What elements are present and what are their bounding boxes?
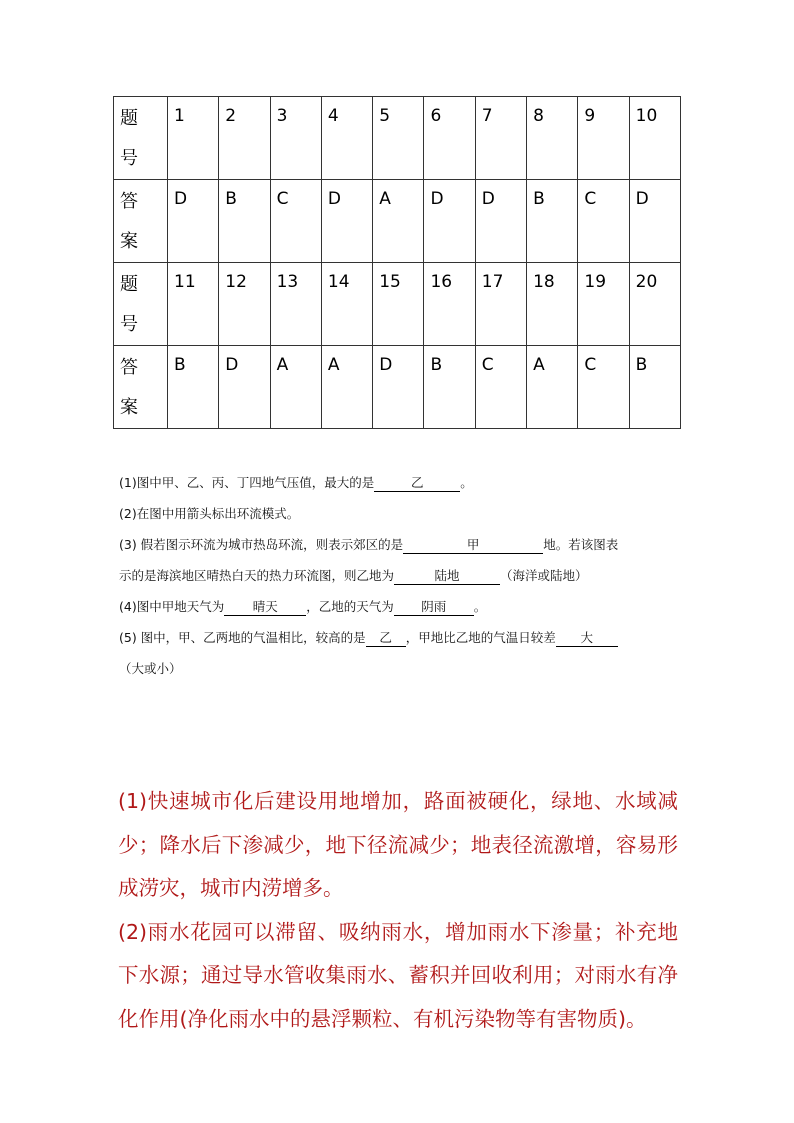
q1-prefix: (1)图中甲、乙、丙、丁四地气压值，最大的是 — [119, 475, 375, 490]
table-cell: 3 — [270, 97, 321, 180]
question-3 — [119, 529, 679, 591]
table-cell: C — [475, 346, 526, 429]
table-cell: 10 — [629, 97, 680, 180]
table-row — [114, 263, 681, 346]
table-cell: A — [527, 346, 578, 429]
q3-prefix: (3) 假若图示环流为城市热岛环流，则表示郊区的是 — [119, 537, 404, 552]
table-cell: 1 — [168, 97, 219, 180]
table-cell: 6 — [424, 97, 475, 180]
q4-prefix: (4)图中甲地天气为 — [119, 599, 225, 614]
row-header-char: 题 — [120, 108, 138, 129]
table-cell: 4 — [321, 97, 372, 180]
questions-section — [119, 467, 679, 684]
row-header — [114, 346, 168, 429]
q1-suffix: 。 — [460, 475, 473, 490]
table-cell: D — [321, 180, 372, 263]
row-header-char: 号 — [120, 314, 138, 335]
row-header-char: 答 — [120, 357, 138, 378]
table-cell: 18 — [527, 263, 578, 346]
table-cell: 2 — [219, 97, 270, 180]
q4-suffix: 。 — [473, 599, 487, 614]
table-cell: D — [475, 180, 526, 263]
table-cell: D — [424, 180, 475, 263]
table-cell: 15 — [373, 263, 424, 346]
table-cell: D — [373, 346, 424, 429]
row-header — [114, 97, 168, 180]
q3-mid-2: 示的是海滨地区晴热白天的热力环流图，则乙地为 — [119, 568, 395, 583]
table-cell: 19 — [578, 263, 629, 346]
table-cell: 17 — [475, 263, 526, 346]
question-1 — [119, 467, 679, 498]
answer-paragraph-1: (1)快速城市化后建设用地增加，路面被硬化，绿地、水域减少；降水后下渗减少，地下径流减少；地表径流激增，容易形成涝灾，城市内涝增多。 — [118, 789, 678, 900]
table-cell: A — [270, 346, 321, 429]
table-cell: B — [527, 180, 578, 263]
q3-suffix: （海洋或陆地） — [500, 568, 588, 583]
q3-mid-1: 地。若该图表 — [543, 537, 619, 552]
q5-suffix: （大或小） — [119, 661, 182, 676]
answer-paragraph-2: (2)雨水花园可以滞留、吸纳雨水，增加雨水下渗量；补充地下水源；通过导水管收集雨水、蓄积并回收利用；对雨水有净化作用(净化雨水中的悬浮颗粒、有机污染物等有害物质)。 — [118, 919, 678, 1031]
table-cell: B — [168, 346, 219, 429]
answer-table — [113, 96, 681, 429]
row-header-char: 案 — [120, 397, 138, 418]
answer-paragraphs — [118, 780, 678, 1041]
row-header-char: 号 — [120, 148, 138, 169]
table-cell: C — [270, 180, 321, 263]
question-4 — [119, 591, 679, 622]
table-cell: A — [373, 180, 424, 263]
question-5 — [119, 622, 679, 684]
question-2 — [119, 498, 679, 529]
table-cell: 11 — [168, 263, 219, 346]
q5-mid: ，甲地比乙地的气温日较差 — [405, 630, 556, 645]
table-cell: 14 — [321, 263, 372, 346]
row-header — [114, 180, 168, 263]
table-cell: D — [168, 180, 219, 263]
table-cell: 9 — [578, 97, 629, 180]
table-cell: B — [629, 346, 680, 429]
table-cell: 20 — [629, 263, 680, 346]
q4-answer-blank-1: 晴天 — [224, 598, 306, 616]
q1-answer-blank: 乙 — [374, 474, 460, 492]
q2-text: (2)在图中用箭头标出环流模式。 — [119, 506, 300, 521]
table-cell: C — [578, 346, 629, 429]
table-cell: A — [321, 346, 372, 429]
table-row — [114, 180, 681, 263]
table-cell: 13 — [270, 263, 321, 346]
table-cell: B — [424, 346, 475, 429]
table-cell: 7 — [475, 97, 526, 180]
table-cell: D — [219, 346, 270, 429]
q3-answer-blank-1: 甲 — [403, 536, 543, 554]
row-header-char: 答 — [120, 191, 138, 212]
table-cell: 5 — [373, 97, 424, 180]
table-cell: 8 — [527, 97, 578, 180]
row-header-char: 题 — [120, 274, 138, 295]
q3-answer-blank-2: 陆地 — [394, 567, 500, 585]
table-row — [114, 97, 681, 180]
answer-table-body — [114, 97, 681, 429]
table-cell: 12 — [219, 263, 270, 346]
q4-mid: ，乙地的天气为 — [306, 599, 394, 614]
q5-answer-blank-1: 乙 — [366, 629, 406, 647]
table-cell: 16 — [424, 263, 475, 346]
row-header — [114, 263, 168, 346]
row-header-char: 案 — [120, 231, 138, 252]
q5-answer-blank-2: 大 — [556, 629, 618, 647]
table-cell: C — [578, 180, 629, 263]
table-row — [114, 346, 681, 429]
table-cell: D — [629, 180, 680, 263]
q4-answer-blank-2: 阴雨 — [394, 598, 474, 616]
table-cell: B — [219, 180, 270, 263]
q5-prefix: (5) 图中，甲、乙两地的气温相比，较高的是 — [119, 630, 366, 645]
